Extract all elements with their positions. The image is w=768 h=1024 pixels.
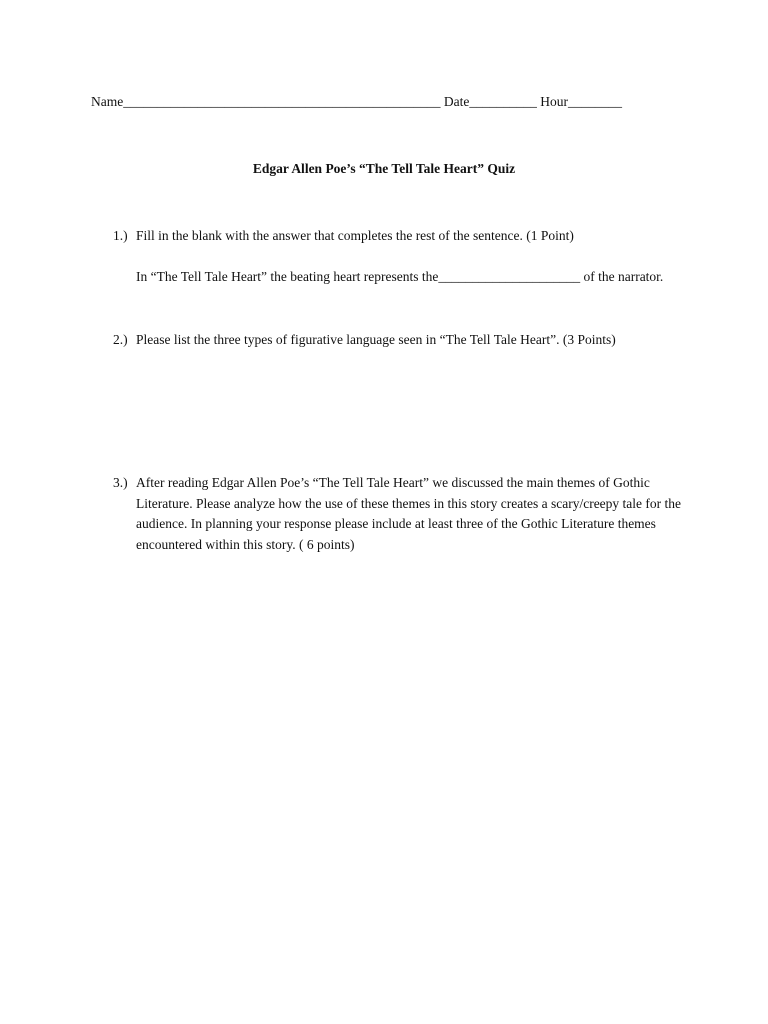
question-3-text: After reading Edgar Allen Poe’s “The Tell Tale Heart” we discussed the main themes of Gothic Literature. Please analyze how the use of these themes in this story creates a scary/creepy tale for the audience. In planning your response please include at least three of the Gothic Literature themes encountered within this story. ( 6 points) xyxy=(136,475,682,552)
question-3-number: 3.) xyxy=(113,475,128,490)
question-1-number: 1.) xyxy=(113,228,128,243)
quiz-title: Edgar Allen Poe’s “The Tell Tale Heart” Quiz xyxy=(252,161,516,176)
question-1-sentence: In “The Tell Tale Heart” the beating heart represents the_____________________ of the narrator. xyxy=(136,269,664,284)
name-date-hour-line: Name_______________________________________________ Date__________ Hour________ xyxy=(91,94,622,109)
question-2-number: 2.) xyxy=(113,332,128,347)
question-2-text: Please list the three types of figurative language seen in “The Tell Tale Heart”. (3 Points) xyxy=(136,332,616,347)
question-1-text: Fill in the blank with the answer that completes the rest of the sentence. (1 Point) xyxy=(136,228,574,243)
